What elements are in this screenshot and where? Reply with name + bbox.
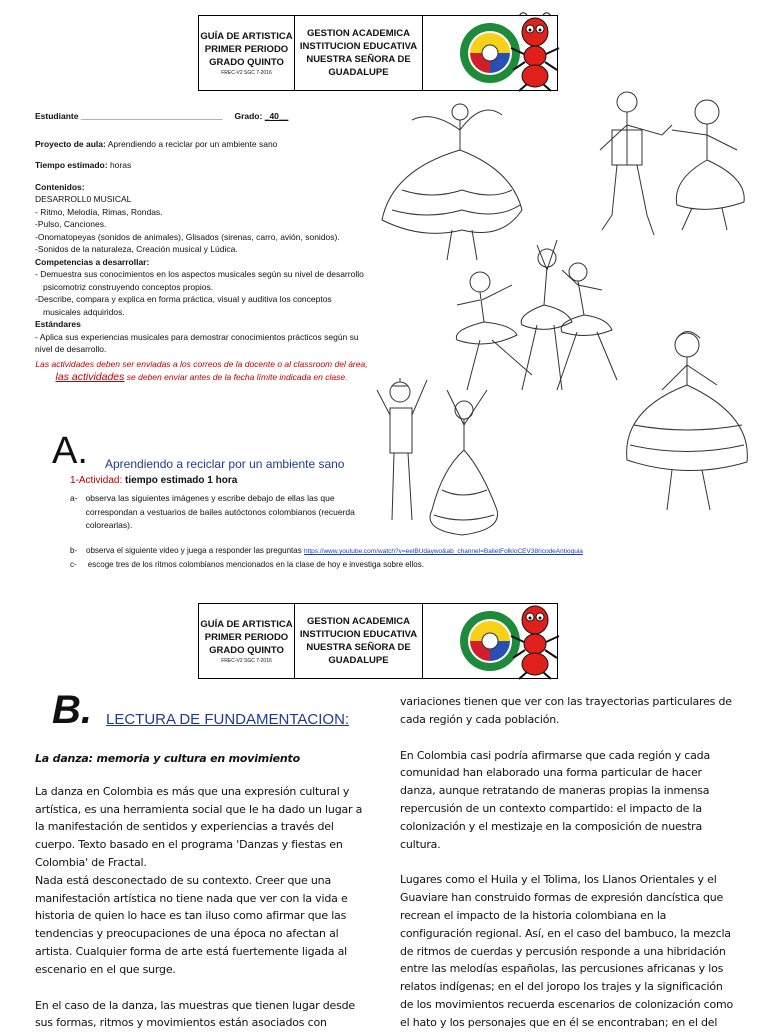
activity-heading bbox=[70, 475, 237, 486]
standards-text: - Aplica sus experiencias musicales para demostrar conocimientos prácticos según su nivel de desarrollo. bbox=[35, 331, 359, 354]
red-ant-mascot-icon bbox=[505, 600, 565, 680]
contents-item: - Ritmo, Melodía, Rimas, Rondas. bbox=[35, 206, 163, 217]
header-table bbox=[198, 15, 558, 91]
header-guide-cell: GUÍA DE ARTISTICA PRIMER PERIODO GRADO QUINTO FREC-V2 SGC 7-2016 bbox=[199, 604, 295, 678]
student-blank: ______________________________ bbox=[80, 111, 223, 121]
contents-item: DESARROLL0 MUSICAL bbox=[35, 194, 132, 204]
header-code: FREC-V2 SGC 7-2016 bbox=[221, 69, 272, 76]
contents-label: Contenidos: bbox=[35, 181, 85, 192]
standards-label: Estándares bbox=[35, 319, 81, 329]
grade-label: Grado: bbox=[234, 111, 263, 121]
header-institution-cell: GESTION ACADEMICA INSTITUCION EDUCATIVA NUESTRA SEÑORA DE GUADALUPE bbox=[295, 604, 423, 678]
red-ant-mascot-icon bbox=[505, 12, 565, 92]
info-section bbox=[35, 110, 368, 384]
section-a-letter: A. bbox=[52, 430, 88, 472]
header-period-line: PRIMER PERIODO bbox=[204, 43, 289, 55]
header-guide-cell bbox=[199, 16, 295, 90]
activity-label: 1-Actividad: bbox=[70, 475, 123, 486]
grade-value: _40__ bbox=[264, 111, 289, 121]
reading-left-column bbox=[35, 750, 365, 1032]
competencies-label: Competencias a desarrollar: bbox=[35, 256, 150, 267]
section-b-letter: B. bbox=[52, 688, 92, 732]
reading-paragraph: En Colombia casi podría afirmarse que cada región y cada comunidad han elaborado una forma particular de hacer danza, aunque retratando de maneras propias la inmensa repercusión de un contexto compartido: el impacto de la colonización y el mestizaje en la composición de nuestra cultura. bbox=[400, 748, 710, 851]
reading-subtitle: La danza: memoria y cultura en movimiento bbox=[35, 752, 300, 765]
activity-time: tiempo estimado 1 hora bbox=[125, 475, 238, 486]
activity-items-bc: b- observa el siguiente video y juega a responder las preguntas https://www.youtube.com/watch?v=eelBUdaywo&ab_channel=BalletFolkloCEV38ricodeAntioquia c- escoge tres de los ritmos colombianos mencionados en la clase de hoy e investiga sobre ellos. bbox=[70, 546, 583, 569]
activity-item-c-text: escoge tres de los ritmos colombianos mencionados en la clase de hoy e investiga sobre ellos. bbox=[87, 560, 424, 569]
section-a-title: Aprendiendo a reciclar por un ambiente sano bbox=[105, 457, 345, 471]
project-label: Proyecto de aula: bbox=[35, 138, 106, 149]
section-b-title: LECTURA DE FUNDAMENTACION: bbox=[106, 711, 350, 728]
competency-item: -Describe, compara y explica en forma práctica, visual y auditiva los conceptos musicales adquiridos. bbox=[35, 294, 332, 317]
header-inst-line: NUESTRA SEÑORA DE bbox=[306, 54, 411, 65]
header-table-2 bbox=[198, 603, 558, 679]
header-guide-line: GUÍA DE ARTISTICA bbox=[200, 30, 293, 42]
activity-item-b-text: observa el siguiente video y juega a responder las preguntas bbox=[86, 546, 302, 555]
reading-paragraph: En el caso de la danza, las muestras que tienen lugar desde sus formas, ritmos y movimientos están asociados con bbox=[35, 998, 356, 1030]
activity-item-a: a- observa las siguientes imágenes y escribe debajo de ellas las que correspondan a vestuarios de bailes autóctonos colombianos (recuerda colorearlas). bbox=[70, 492, 360, 533]
project-value: Aprendiendo a reciclar por un ambiente sano bbox=[107, 138, 278, 149]
header-institution-cell bbox=[295, 16, 423, 90]
contents-item: -Onomatopeyas (sonidos de animales), Glisados (sirenas, carro, avión, sonidos). bbox=[35, 231, 340, 242]
reading-paragraph: variaciones tienen que ver con las trayectorias particulares de cada región y cada población. bbox=[400, 695, 732, 726]
header-grade-line: GRADO QUINTO bbox=[209, 56, 284, 68]
contents-item: -Pulso, Canciones. bbox=[35, 219, 107, 229]
reading-paragraph: La danza en Colombia es más que una expresión cultural y artística, es una herramienta social que le ha dado un lugar a la manifestación de sentidos y experiencias a través del cuerpo. Texto basado en el programa 'Danzas y fiestas en Colombia' de Fractal. bbox=[35, 784, 363, 869]
header-inst-line: GESTION ACADEMICA bbox=[306, 28, 411, 39]
deadline-note: Las actividades deben ser enviadas a los correos de la docente o al classroom del área, las actividades se deben enviar antes de la fecha límite indicada en clase. bbox=[35, 358, 368, 383]
competency-item: - Demuestra sus conocimientos en los aspectos musicales según su nivel de desarrollo psicomotriz construyendo conceptos propios. bbox=[35, 269, 364, 292]
activity-item-a-text: observa las siguientes imágenes y escribe debajo de ellas las que correspondan a vestuarios de bailes autóctonos colombianos (recuerda colorearlas). bbox=[85, 493, 355, 530]
time-value: horas bbox=[109, 160, 132, 170]
header-inst-line: GUADALUPE bbox=[328, 67, 389, 78]
header-inst-line: INSTITUCION EDUCATIVA bbox=[299, 41, 418, 52]
video-link[interactable]: https://www.youtube.com/watch?v=eelBUdaywo&ab_channel=BalletFolkloCEV38ricodeAntioquia bbox=[303, 548, 583, 555]
reading-right-column bbox=[400, 693, 738, 1032]
reading-paragraph: Lugares como el Huila y el Tolima, los Llanos Orientales y el Guaviare han construido formas de expresión dancística que recrean el impacto de la historia colombiana en la configuración regional. Así, en el caso del bambuco, la mezcla de ritmos de cuerdas y percusión responde a una hibridación entre las melodías españolas, las percusiones africanas y los relatos indígenas; en el del joropo los trajes y la significación de los movimientos recuerda escenarios de colonización como el hato y los personajes que en él se encontraban; en el del bbox=[400, 873, 734, 1029]
dancers-illustration bbox=[372, 90, 757, 540]
reading-paragraph: Nada está desconectado de su contexto. Creer que una manifestación artística no tiene nada que ver con la vida e historia de quien lo hace es tan iluso como afirmar que las tendencias y preocupaciones de una época no afectan al artista. Cualquier forma de arte está fuertemente ligada al escenario en el que surge. bbox=[35, 873, 348, 976]
contents-item: -Sonidos de la naturaleza, Creación musical y Lúdica. bbox=[35, 244, 238, 254]
time-label: Tiempo estimado: bbox=[35, 160, 108, 170]
student-label: Estudiante bbox=[35, 111, 79, 121]
